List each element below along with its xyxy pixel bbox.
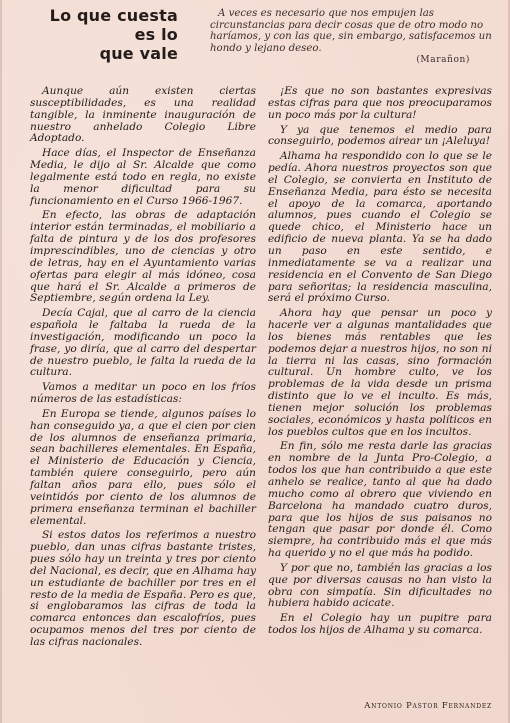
- page-edge-left: [0, 0, 2, 723]
- paragraph: Vamos a meditar un poco en los fríos números de las estadísticas:: [30, 381, 256, 406]
- paragraph: Y ya que tenemos el medio para conseguirlo, podemos airear un ¡Aleluya!: [268, 123, 492, 148]
- paragraph: Alhama ha respondido con lo que se le pedía. Ahora nuestros proyectos son que el Colegio, se convierta en Instituto de Enseñanza Media, para ésto se necesita el apoyo de la comarca, aportando alumnos, pues cuando el Colegio se quede chico, el Ministerio hace un edificio de nueva planta. Ya se ha dado un paso en este sentido, e inmediatamente se va a realizar una residencia en el Convento de San Diego para señoritas; la residencia masculina, será el próximo Curso.: [268, 150, 492, 305]
- paragraph: En fin, sólo me resta darle las gracias en nombre de la Junta Pro-Colegio, a todos los que han contribuido a que este anhelo se realice, tanto al que ha dado mucho como al obrero que viviendo en Barcelona ha mandado cuatro duros, para que los hijos de sus paisanos no tengan que pasar por donde él. Como siempre, ha contribuido más el que más ha querido y no el que más ha podido.: [268, 440, 492, 560]
- right-column: [268, 86, 492, 640]
- left-column: [30, 86, 256, 652]
- article-title: [28, 6, 178, 63]
- epigraph-quote: [210, 8, 500, 67]
- paragraph: Decía Cajal, que al carro de la ciencia española le faltaba la rueda de la investigación, modificando un poco la frase, yo diría, que al carro del despertar de nuestro pueblo, le falta la rueda de la cultura.: [30, 307, 256, 379]
- paragraph: En efecto, las obras de adaptación interior están terminadas, el mobiliario a falta de pintura y de los dos profesores imprescindibles, uno de ciencias y otro de letras, hay en el Ayuntamiento varias ofertas para elegir al más idóneo, cosa que hará el Sr. Alcalde a primeros de Septiembre, según ordena la Ley.: [30, 209, 256, 305]
- quote-text: A veces es necesario que nos empujen las circunstancias para decir cosas que de otro modo no haríamos, y con las que, sin embargo, satisfacemos un hondo y lejano deseo.: [210, 8, 492, 54]
- paragraph: En el Colegio hay un pupitre para todos los hijos de Alhama y su comarca.: [268, 612, 492, 637]
- quote-source: (Marañon): [416, 55, 470, 66]
- author-signature: Antonio Pastor Fernandez: [364, 700, 492, 710]
- paragraph: Hace días, el Inspector de Enseñanza Media, le dijo al Sr. Alcalde que como legalmente está todo en regla, no existe la menor dificultad para su funcionamiento en el Curso 1966-1967.: [30, 147, 256, 207]
- paragraph: ¡Es que no son bastantes expresivas estas cifras para que nos preocuparamos un poco más por la cultura!: [268, 85, 492, 121]
- title-line-2: es lo: [134, 25, 178, 44]
- title-line-1: Lo que cuesta: [49, 6, 178, 25]
- paragraph: Ahora hay que pensar un poco y hacerle ver a algunas mantalidades que los bienes más rentables que les podemos dejar a nuestros hijos, no son ni la tierra ni las casas, sino formación cultural. Un hombre culto, ve los problemas de la vida desde un prisma distinto que lo ve el inculto. Es más, tienen mejor solución los problemas sociales, económicos y hasta políticos en los pueblos cultos que en los incultos.: [268, 307, 492, 438]
- paragraph: Aunque aún existen ciertas susceptibilidades, es una realidad tangible, la inminente inauguración de nuestro anhelado Colegio Libre Adoptado.: [30, 85, 256, 145]
- paragraph: Y por que no, también las gracias a los que por diversas causas no han visto la obra con simpatía. Sin dificultades no hubiera habido acicate.: [268, 561, 492, 610]
- title-line-3: que vale: [99, 44, 178, 63]
- paragraph: Si estos datos los referimos a nuestro pueblo, dan unas cifras bastante tristes, pues sólo hay un treinta y tres por ciento del Nacional, es decir, que en Alhama hay un estudiante de bachiller por tres en el resto de la media de España. Pero es que, si englobaramos las cifras de toda la comarca entonces dan escalofríos, pues ocupamos menos del tres por ciento de las cifras nacionales.: [30, 529, 256, 648]
- paragraph: En Europa se tiende, algunos países lo han conseguido ya, a que el cien por cien de los alumnos de enseñanza primaria, sean bachilleres elementales. En España, el Ministerio de Educación y Ciencia, también quiere conseguirlo, pero aún faltan años para ello, pues sólo el veintidós por ciento de los alumnos de primera enseñanza terminan el bachiller elemental.: [30, 407, 256, 527]
